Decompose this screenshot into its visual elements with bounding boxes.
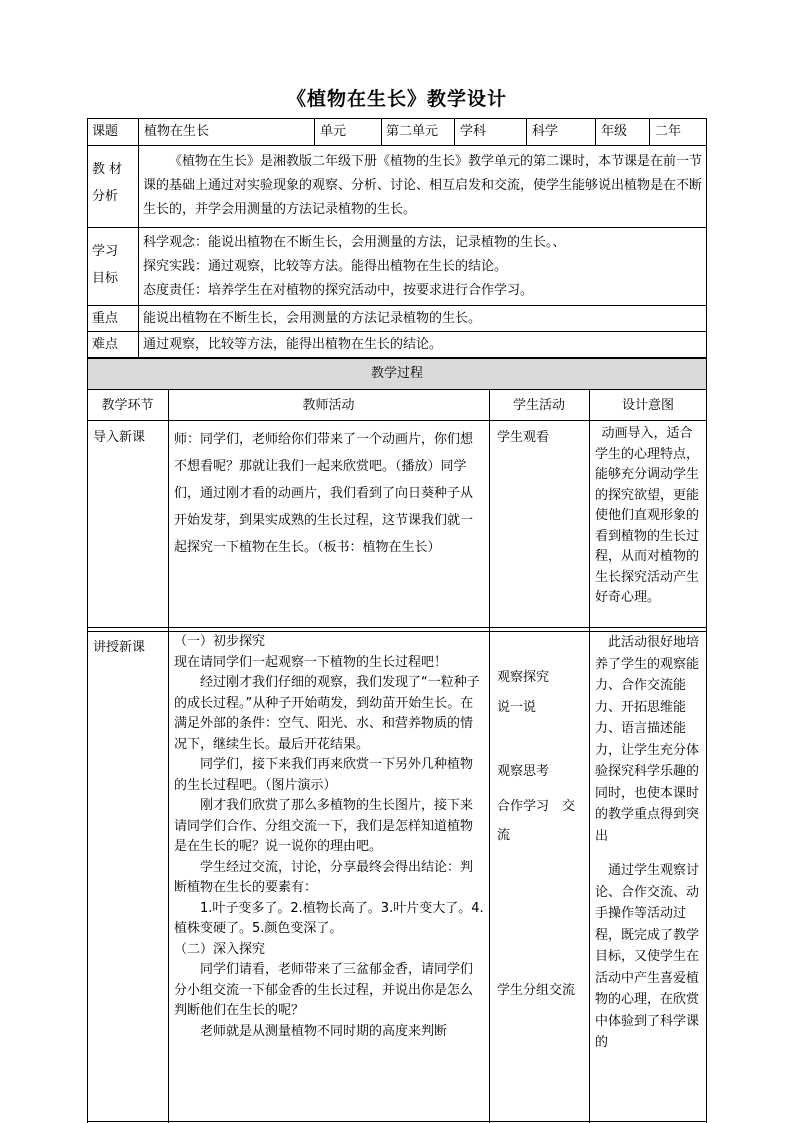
teacher-para-10: 老师就是从测量植物不同时期的高度来判断 bbox=[200, 1023, 448, 1039]
grade-value: 二年 bbox=[655, 124, 682, 139]
col-teacher: 教师活动 bbox=[302, 398, 355, 413]
row1-phase: 导入新课 bbox=[93, 430, 146, 445]
row1-teacher: 师：同学们，老师给你们带来了一个动画片，你们想不想看呢？那就让我们一起来欣赏吧。（播放）同学们，通过刚才看的动画片，我们看到了向日葵种子从开始发芽，到果实成熟的生长过程，这节课我们就一起探究一下植物在生长。（板书：植物在生长） bbox=[174, 432, 474, 555]
goals-label-2: 目标 bbox=[92, 271, 119, 286]
grade-label: 年级 bbox=[601, 124, 628, 139]
teacher-para-8: （二）深入探究 bbox=[174, 941, 266, 957]
row2-intent-2: 通过学生观察讨论、合作交流、动手操作等活动过程，既完成了教学目标，又使学生在活动中产生喜爱植物的心理，在欣赏中体验到了科学课的 bbox=[595, 863, 700, 1050]
row2-student-3: 观察思考 bbox=[497, 764, 550, 779]
col-phase: 教学环节 bbox=[101, 398, 154, 413]
process-header: 教学过程 bbox=[370, 366, 423, 381]
goals-text bbox=[143, 231, 703, 303]
teacher-para-7: 1.叶子变多了。2.植物长高了。3.叶片变大了。4.植株变硬了。5.颜色变深了。 bbox=[174, 900, 484, 936]
row2-phase: 讲授新课 bbox=[93, 640, 146, 655]
row2-student-4: 合作学习 交流 bbox=[497, 799, 576, 843]
analysis-label-1: 教 材 bbox=[92, 162, 123, 177]
col-student: 学生活动 bbox=[512, 398, 565, 413]
row2-intent-1: 此活动很好地培养了学生的观察能力、合作交流能力、开拓思维能力、语言描述能力，让学生充分体验探究科学乐趣的同时，也使本课时的教学重点得到突出 bbox=[595, 635, 700, 844]
topic-value: 植物在生长 bbox=[144, 124, 210, 139]
teacher-para-5: 刚才我们欣赏了那么多植物的生长图片，接下来请同学们合作、分组交流一下，我们是怎样知道植物是在生长的呢？说一说你的理由吧。 bbox=[174, 798, 474, 854]
analysis-label bbox=[92, 160, 136, 207]
analysis-text: 《植物在生长》是湘教版二年级下册《植物的生长》教学单元的第二课时，本节课是在前一节课的基础上通过对实验现象的观察、分析、讨论、相互启发和交流，使学生能够说出植物是在不断生长的，并学会用测量的方法记录植物的生长。 bbox=[143, 154, 703, 217]
goal-line-1: 科学观念：能说出植物在不断生长，会用测量的方法，记录植物的生长。、 bbox=[143, 235, 566, 250]
teacher-para-2: 现在请同学们一起观察一下植物的生长过程吧！ bbox=[174, 654, 448, 670]
difficulty-label: 难点 bbox=[92, 337, 119, 352]
unit-value: 第二单元 bbox=[386, 124, 439, 139]
unit-label: 单元 bbox=[320, 124, 347, 139]
goal-line-3: 态度责任：培养学生在对植物的探究活动中，按要求进行合作学习。 bbox=[143, 283, 534, 298]
row2-student-5: 学生分组交流 bbox=[497, 983, 576, 998]
row2-teacher bbox=[174, 632, 485, 1042]
goals-label bbox=[92, 242, 136, 289]
teacher-para-4: 同学们，接下来我们再来欣赏一下另外几种植物的生长过程吧。（图片演示） bbox=[174, 757, 474, 793]
analysis-label-2: 分析 bbox=[92, 189, 119, 204]
document-title: 《植物在生长》教学设计 bbox=[286, 88, 507, 110]
key-point-text: 能说出植物在不断生长，会用测量的方法记录植物的生长。 bbox=[143, 311, 482, 326]
row2-student-2: 说一说 bbox=[497, 700, 537, 715]
row2-student-1: 观察探究 bbox=[497, 670, 550, 685]
teacher-para-9: 同学们请看，老师带来了三盆郁金香，请同学们分小组交流一下郁金香的生长过程，并说出你是怎么判断他们在生长的呢？ bbox=[174, 962, 474, 1018]
goal-line-2: 探究实践：通过观察，比较等方法。能得出植物在生长的结论。 bbox=[143, 259, 508, 274]
row1-intent: 动画导入，适合学生的心理特点，能够充分调动学生的探究欲望，更能使他们直观形象的看到植物的生长过程，从而对植物的生长探究活动产生好奇心理。 bbox=[595, 426, 700, 605]
teacher-para-3: 经过刚才我们仔细的观察，我们发现了“一粒种子的成长过程。”从种子开始萌发，到幼苗开始生长。在满足外部的条件：空气、阳光、水、和营养物质的情况下，继续生长。最后开花结果。 bbox=[174, 675, 480, 752]
key-point-label: 重点 bbox=[92, 311, 119, 326]
difficulty-text: 通过观察，比较等方法，能得出植物在生长的结论。 bbox=[143, 337, 443, 352]
subject-value: 科学 bbox=[532, 124, 559, 139]
goals-label-1: 学习 bbox=[92, 244, 119, 259]
subject-label: 学科 bbox=[460, 124, 487, 139]
row1-student: 学生观看 bbox=[497, 430, 550, 445]
teacher-para-6: 学生经过交流，讨论，分享最终会得出结论：判断植物在生长的要素有： bbox=[174, 859, 474, 895]
topic-label: 课题 bbox=[92, 124, 119, 139]
col-intent: 设计意图 bbox=[621, 398, 674, 413]
teacher-para-1: （一）初步探究 bbox=[174, 634, 266, 649]
